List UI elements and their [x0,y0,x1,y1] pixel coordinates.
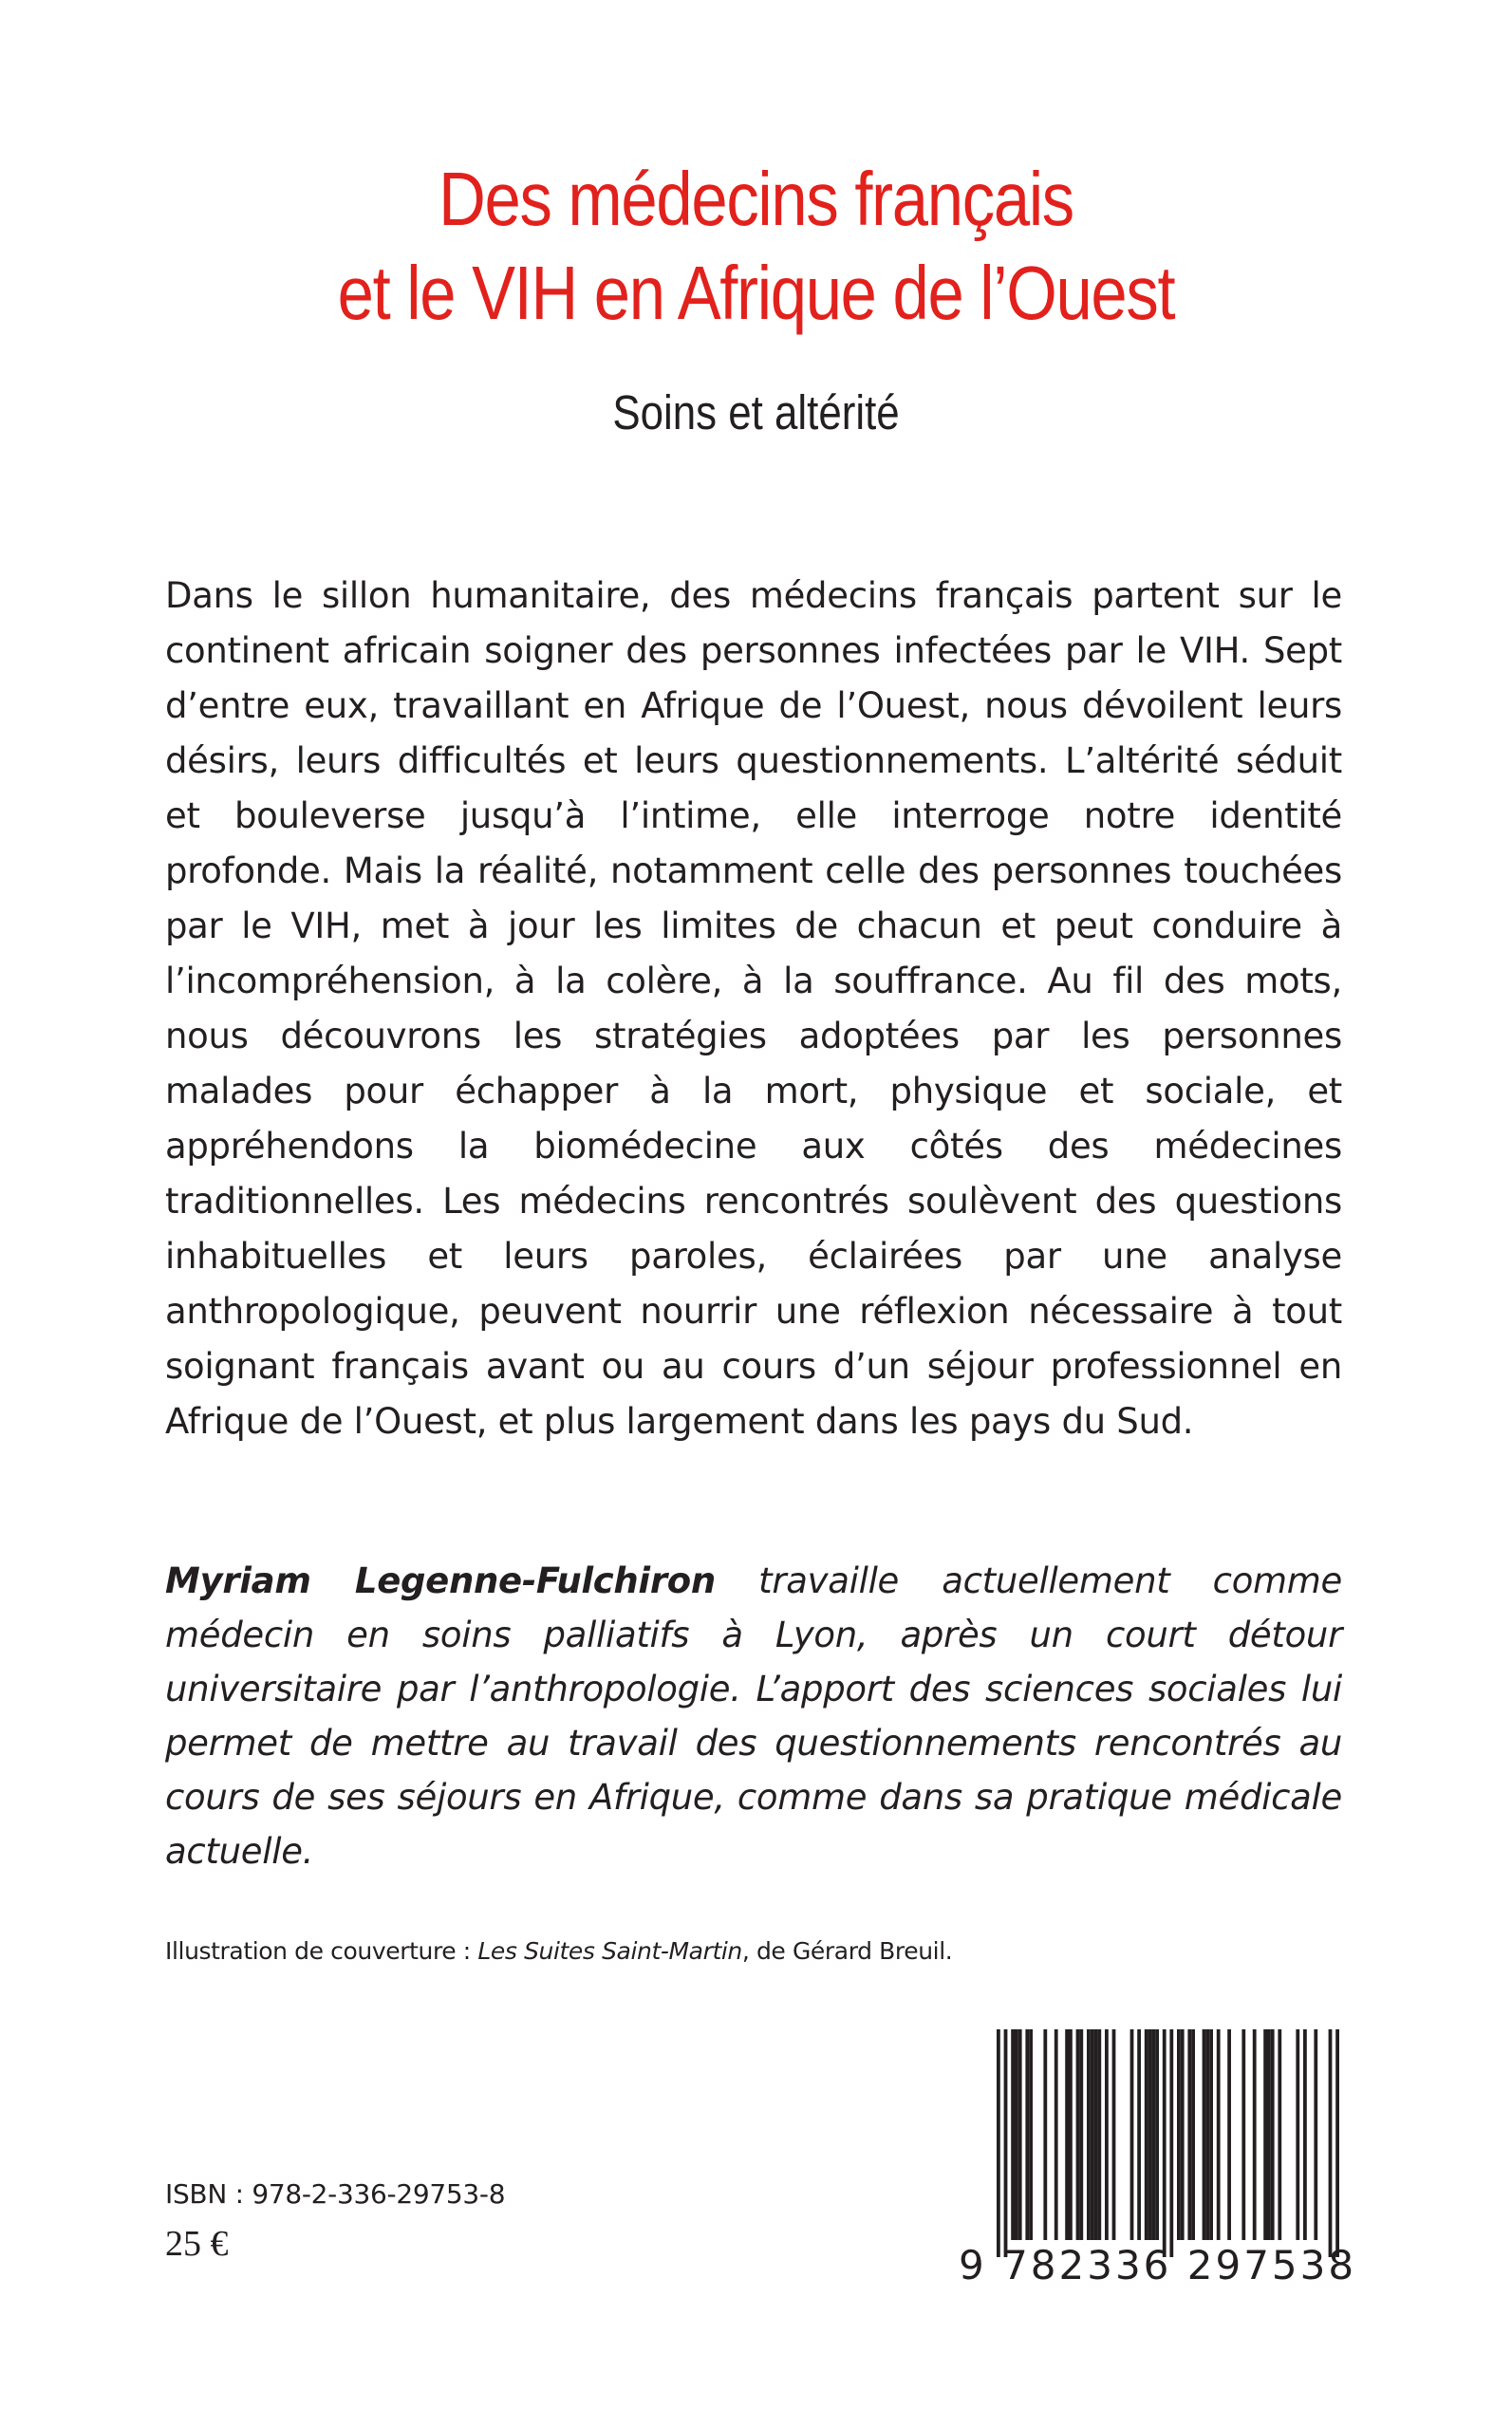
barcode-bar [1278,2029,1281,2240]
barcode-bar [1029,2029,1033,2240]
barcode-bar [1015,2029,1018,2240]
barcode-bar [1271,2029,1275,2240]
barcode-bar [1137,2029,1141,2240]
credit-prefix: Illustration de couverture : [165,1937,478,1965]
barcode-bar [1145,2029,1148,2240]
barcode-bar [1163,2029,1167,2257]
barcode-bar [1335,2029,1339,2257]
barcode-bar [1187,2029,1191,2240]
credit-work-title: Les Suites Saint-Martin [477,1937,742,1965]
barcode-bar [1076,2029,1080,2240]
barcode-bar [1217,2029,1221,2240]
barcode-bar [1151,2029,1155,2240]
barcode-bar [1087,2029,1091,2240]
barcode-bar [1209,2029,1213,2240]
barcode-bar [1094,2029,1098,2240]
barcode-bar [1069,2029,1073,2240]
barcode-bar [1177,2029,1181,2240]
barcode-bar [1205,2029,1209,2240]
cover-illustration-credit [165,1936,952,1967]
price-label: 25 € [165,2224,229,2264]
book-subtitle: Soins et altérité [612,385,900,439]
barcode-bar [1079,2029,1083,2240]
barcode-bar [1169,2029,1173,2257]
barcode [959,2029,1357,2295]
barcode-bar [1181,2029,1185,2240]
barcode-bar [1105,2029,1109,2240]
barcode-bar [1303,2029,1307,2240]
barcode-bar [1267,2029,1271,2240]
barcode-bar [1296,2029,1299,2240]
book-title-line-2: et le VIH en Afrique de l’Ouest [337,251,1175,335]
back-cover-summary: Dans le sillon humanitaire, des médecins français partent sur le continent africain soigner des personnes infectées par le VIH. Sept d’entre eux, travaillant en Afrique de l’Ouest, nous dévoilent leurs désirs, leurs difficultés et leurs questionnements. L’altérité séduit et bouleverse jusqu’à l’intime, elle interroge notre identité profonde. Mais la réalité, notamment celle des personnes touchées par le VIH, met à jour les limites de chacun et peut conduire à l’incompréhension, à la colère, à la souffrance. Au fil des mots, nous découvrons les stratégies adoptées par les personnes malades pour échapper à la mort, physique et sociale, et appréhendons la biomédecine aux côtés des médecines traditionnelles. Les médecins rencontrés soulèvent des questions inhabituelles et leurs paroles, éclairées par une analyse anthropologique, peuvent nourrir une réflexion nécessaire à tout soignant français avant ou au cours d’un séjour professionnel en Afrique de l’Ouest, et plus largement dans les pays du Sud. [165,575,1342,1442]
barcode-digits: 9 782336 297538 [959,2242,1357,2288]
barcode-bar [1148,2029,1152,2240]
barcode-bar [1241,2029,1245,2240]
barcode-bar [1097,2029,1101,2240]
barcode-bar [1055,2029,1058,2240]
barcode-bar [1155,2029,1159,2240]
barcode-bar [1004,2029,1008,2257]
barcode-bar [1011,2029,1015,2240]
barcode-bar [1253,2029,1257,2240]
barcode-bar [1263,2029,1267,2240]
credit-suffix: , de Gérard Breuil. [741,1937,953,1965]
barcode-bar [1065,2029,1069,2240]
barcode-bar [1191,2029,1195,2240]
barcode-bar [1329,2029,1333,2257]
barcode-bar [1025,2029,1029,2240]
author-bio [165,1554,1342,1878]
author-name: Myriam Legenne-Fulchiron [165,1560,716,1601]
barcode-bar [1018,2029,1022,2240]
author-bio-text: travaille actuellement comme médecin en soins palliatifs à Lyon, après un court détour universitaire par l’anthropologie. L’apport des sciences sociales lui permet de mettre au travail des questionnements rencontrés au cours de ses séjours en Afrique, comme dans sa pratique médicale actuelle. [165,1560,1342,1872]
book-title-line-1: Des médecins français [439,157,1073,241]
barcode-bar [1091,2029,1094,2240]
barcode-bar [1227,2029,1231,2240]
barcode-bar [1043,2029,1047,2240]
barcode-bar [1112,2029,1116,2240]
barcode-bar [1314,2029,1317,2240]
barcode-bar [1203,2029,1206,2240]
barcode-bar [997,2029,1000,2257]
barcode-bar [1130,2029,1134,2240]
isbn-label: ISBN : 978-2-336-29753-8 [165,2178,506,2210]
